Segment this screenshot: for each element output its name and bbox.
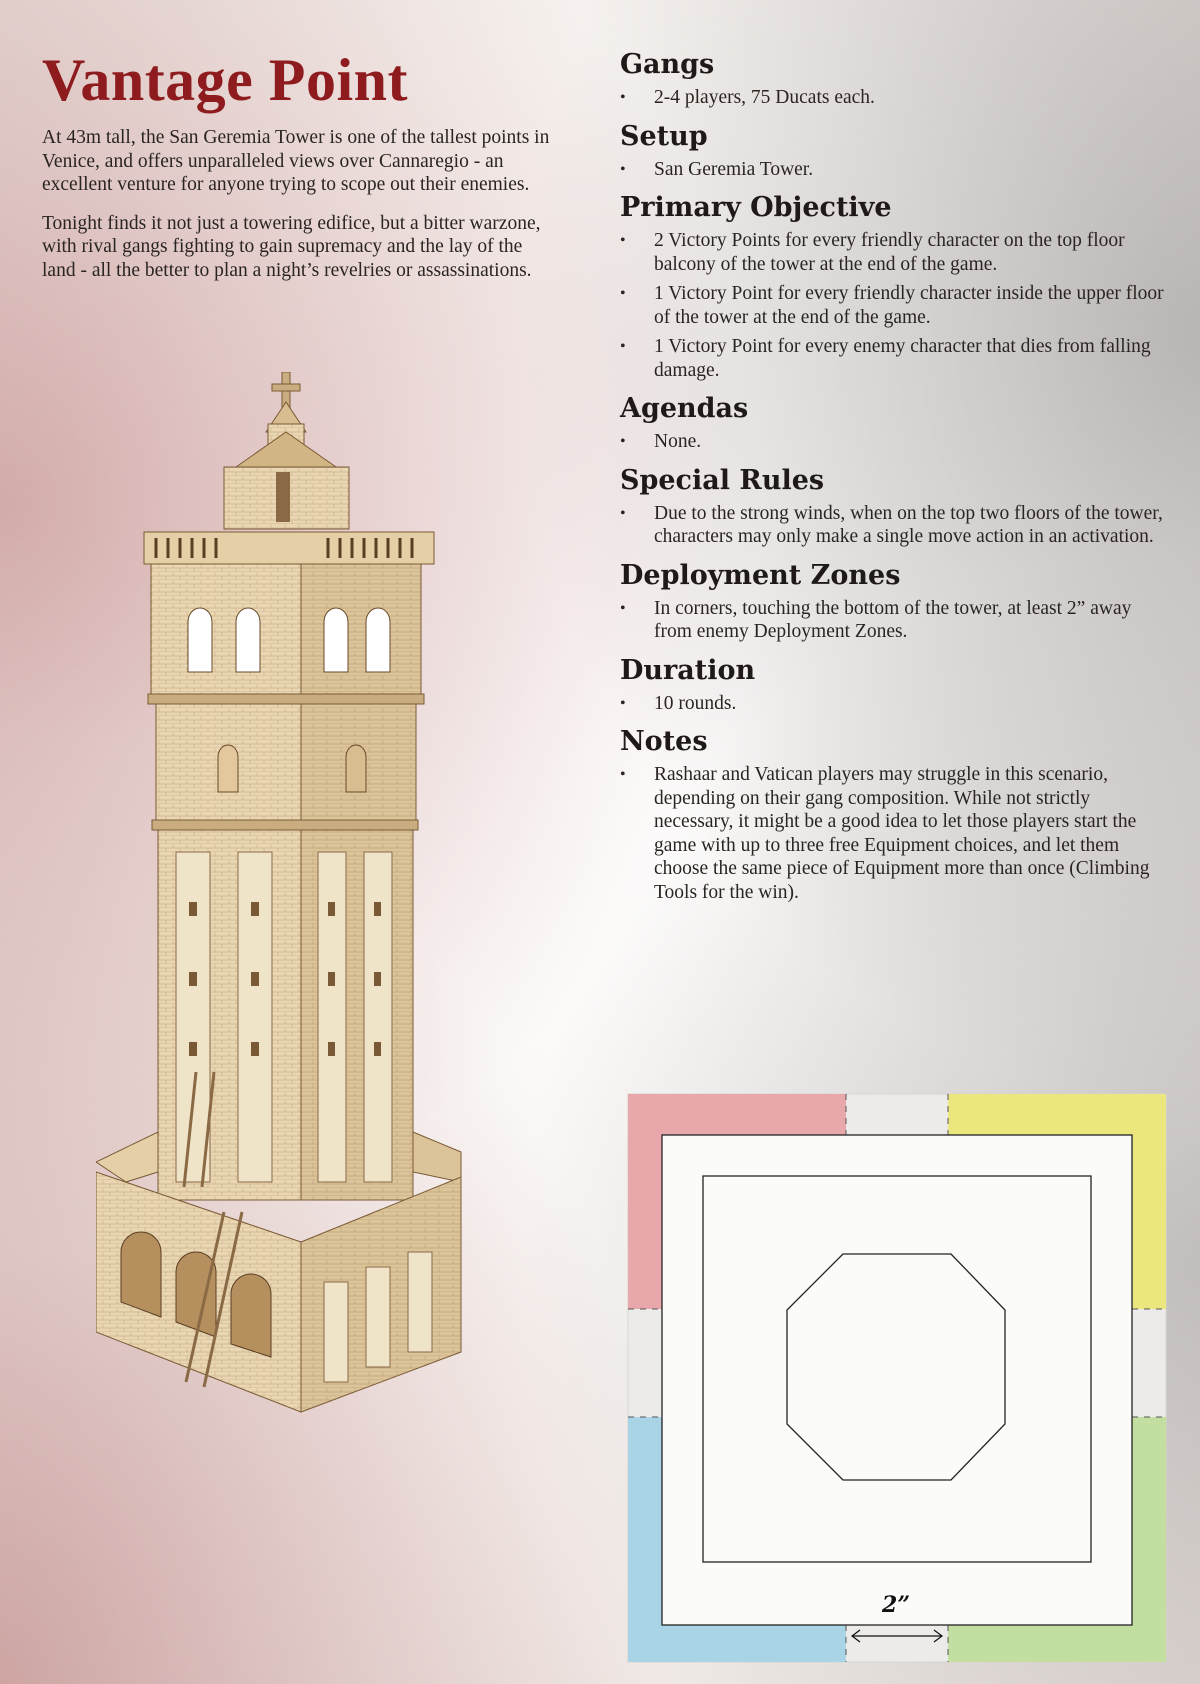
bullet-item: • 2 Victory Points for every friendly character on the top floor balcony of the tower at the end of the game. (620, 229, 1165, 276)
section-heading: Gangs (620, 49, 715, 80)
section-duration (620, 654, 1165, 716)
bullet-item: • Due to the strong winds, when on the top two floors of the tower, characters may only make a single move action in an activation. (620, 502, 1165, 549)
bullet-item: • Rashaar and Vatican players may struggle in this scenario, depending on their gang composition. While not strictly necessary, it might be a good idea to let those players start the game with up to three free Equipment choices, and let them choose the same piece of Equipment more than once (Climbing Tools for the win). (620, 763, 1165, 904)
bullet-item: • 1 Victory Point for every friendly character inside the upper floor of the tower at the end of the game. (620, 282, 1165, 329)
intro-paragraph: At 43m tall, the San Geremia Tower is one of the tallest points in Venice, and offers unparalleled views over Cannaregio - an excellent venture for anyone trying to scope out their enemies. (42, 127, 550, 195)
san-geremia-tower-image (96, 372, 506, 1512)
deployment-map (624, 1090, 1170, 1666)
section-gangs (620, 48, 1165, 110)
section-heading: Special Rules (620, 464, 825, 496)
section-agendas (620, 392, 1165, 454)
bullet-item: • 2-4 players, 75 Ducats each. (620, 86, 1165, 110)
section-primary-objective (620, 191, 1165, 382)
section-heading: Agendas (620, 393, 749, 424)
intro-paragraph: Tonight finds it not just a towering edifice, but a bitter warzone, with rival gangs fighting to gain supremacy and the lay of the land - all the better to plan a night’s revelries or assassinations. (42, 212, 541, 281)
bullet-item: • San Geremia Tower. (620, 158, 1165, 182)
bullet-item: • None. (620, 430, 1165, 454)
intro-text (42, 126, 557, 297)
section-setup (620, 120, 1165, 182)
section-heading: Notes (620, 726, 708, 757)
section-heading: Deployment Zones (620, 559, 901, 591)
bullet-item: • 1 Victory Point for every enemy character that dies from falling damage. (620, 335, 1165, 382)
section-heading: Setup (620, 120, 708, 152)
section-deployment-zones (620, 559, 1165, 644)
section-notes (620, 725, 1165, 904)
bullet-item: • In corners, touching the bottom of the tower, at least 2” away from enemy Deployment Zones. (620, 597, 1165, 644)
bullet-item: • 10 rounds. (620, 692, 1165, 716)
scenario-rules (620, 48, 1165, 914)
section-special-rules (620, 464, 1165, 549)
page-title: Vantage Point (42, 47, 408, 113)
section-heading: Primary Objective (620, 192, 892, 223)
table-outline (662, 1135, 1132, 1625)
distance-label: 2” (882, 1592, 910, 1618)
section-heading: Duration (620, 654, 756, 686)
